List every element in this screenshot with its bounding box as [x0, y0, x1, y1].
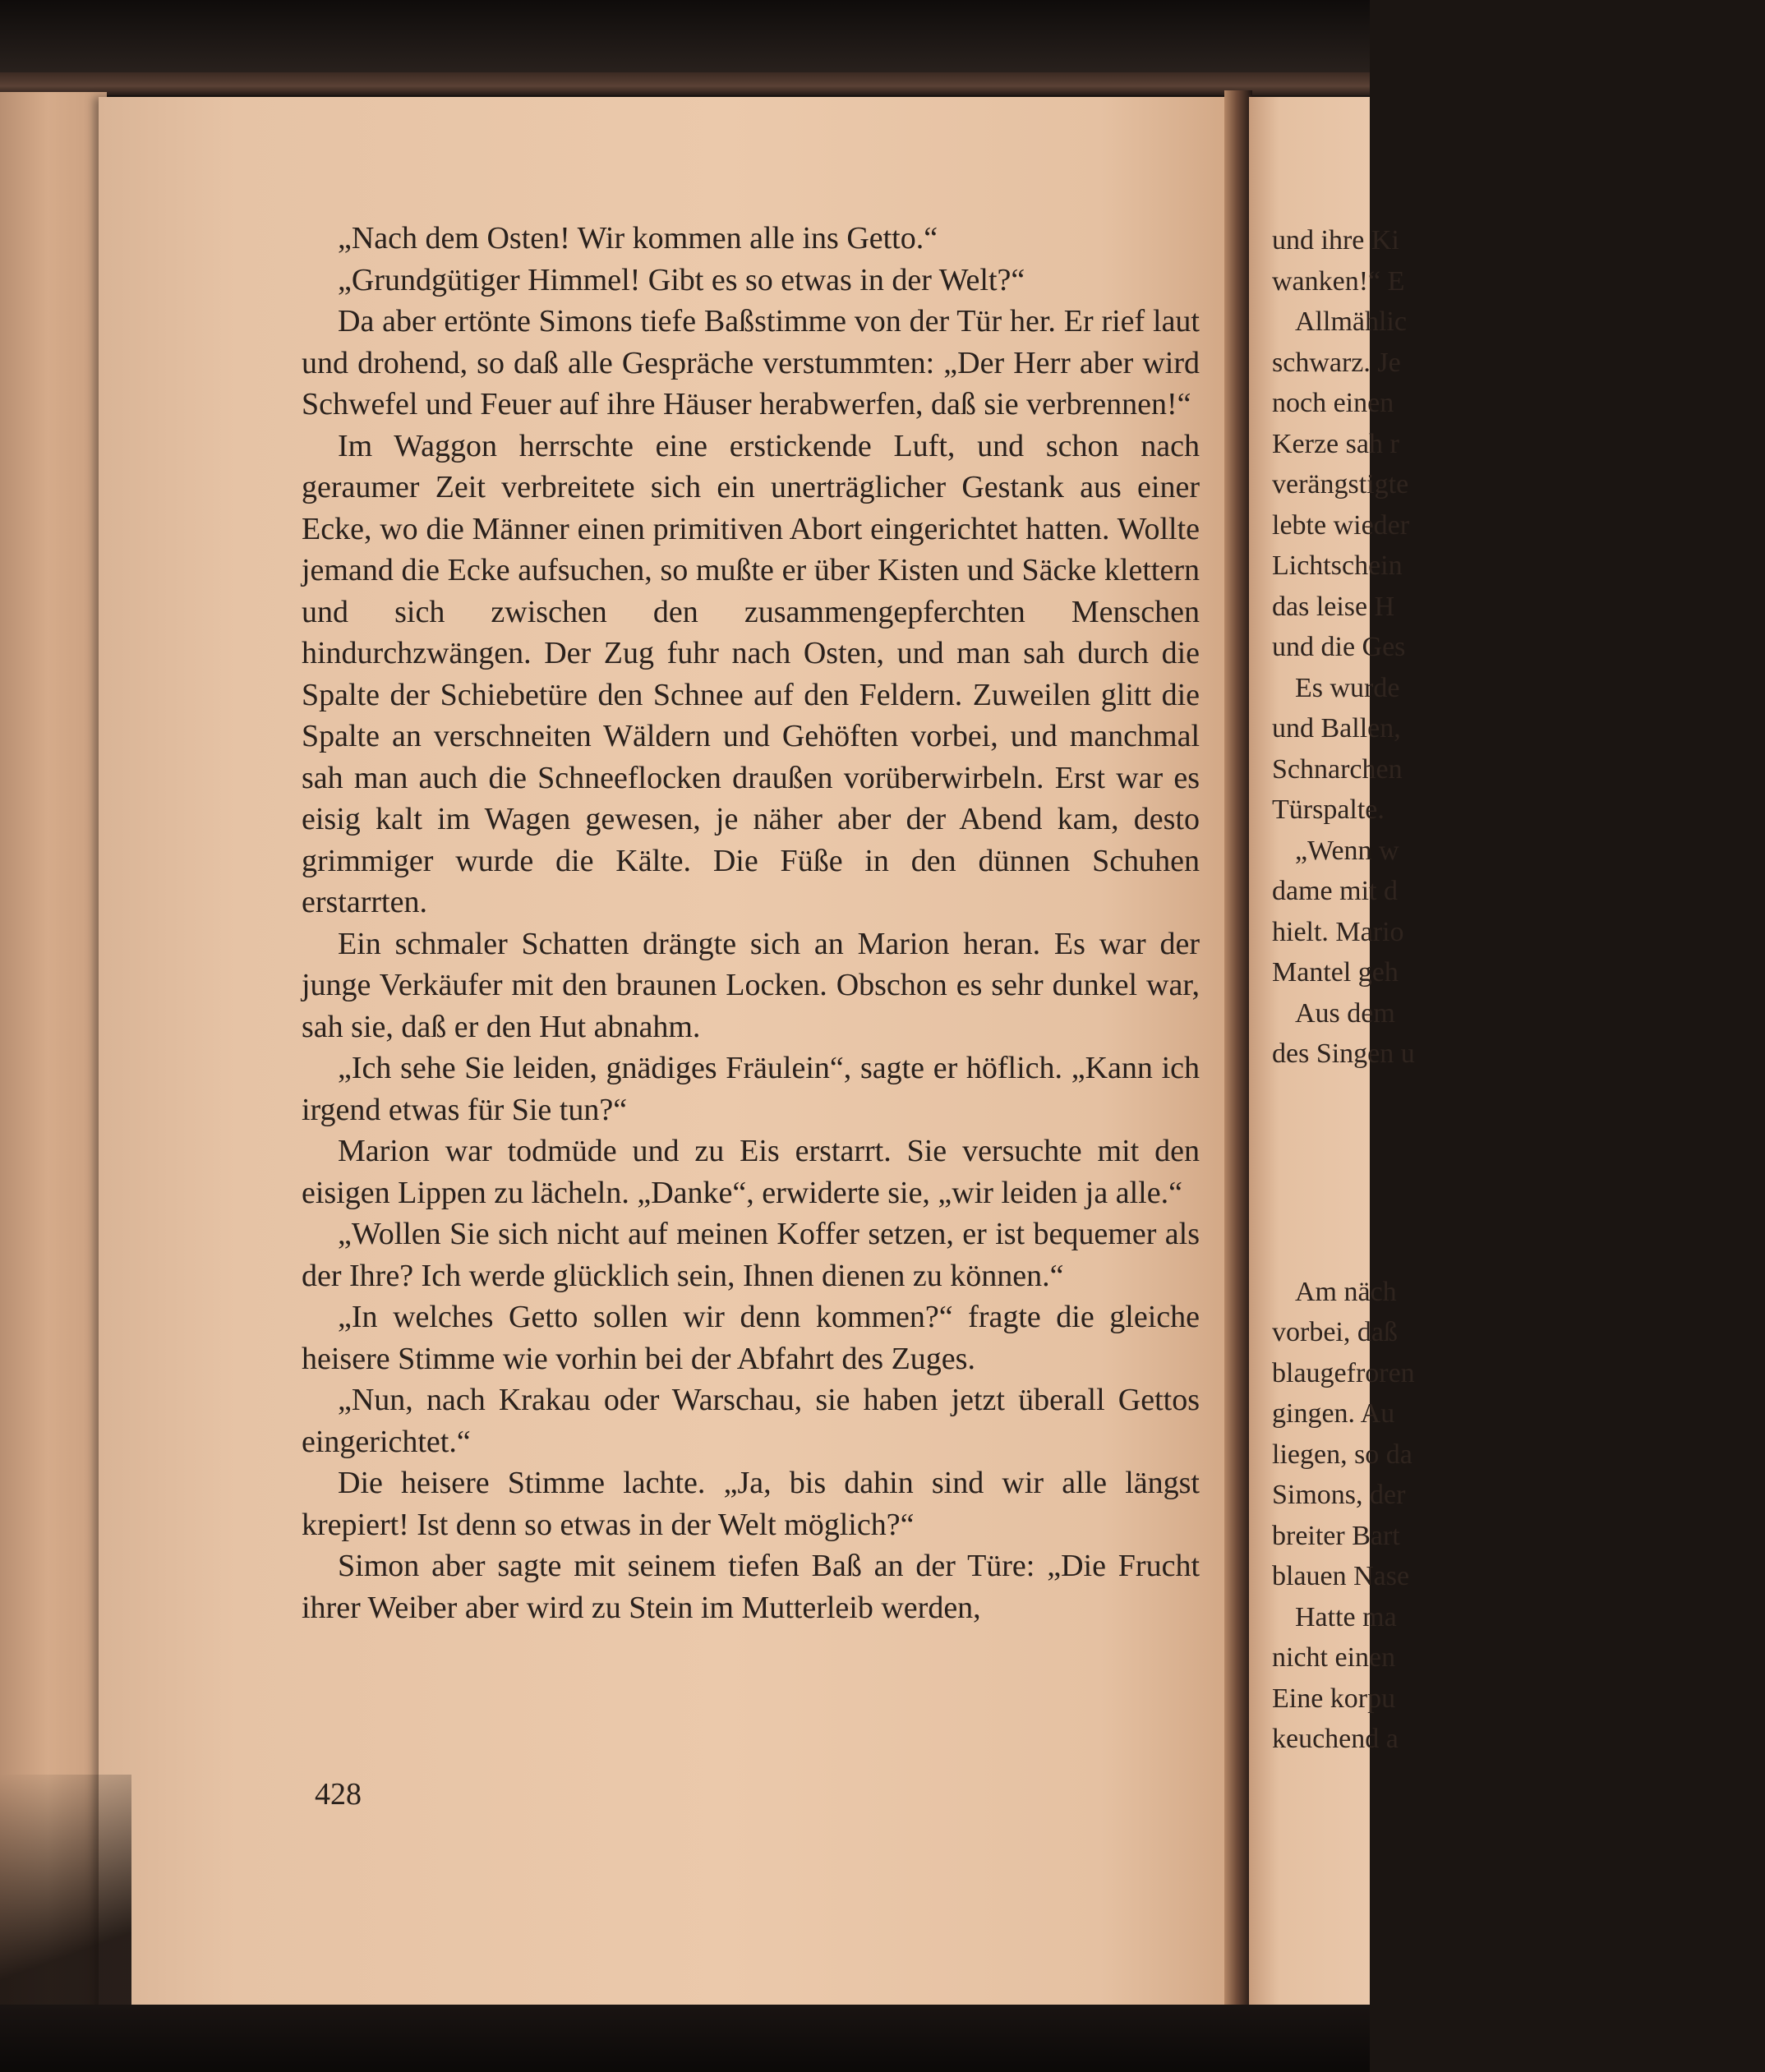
right-line: Aus dem: [1295, 997, 1395, 1029]
right-line: Hatte ma: [1295, 1601, 1397, 1632]
right-line: Eine korpu: [1272, 1683, 1396, 1714]
paragraph: Ein schmaler Schatten drängte sich an Marion heran. Es war der junge Verkäufer mit den braunen Locken. Obschon es sehr dunkel war, sah sie, daß er den Hut abnahm.: [302, 926, 1200, 1044]
right-line: schwarz. Je: [1272, 347, 1401, 378]
paragraph: Simon aber sagte mit seinem tiefen Baß an der Türe: „Die Frucht ihrer Weiber aber wird zu Stein im Mutterleib werden,: [302, 1549, 1200, 1625]
right-line: vorbei, daß: [1272, 1317, 1398, 1347]
right-page: [1249, 97, 1415, 2019]
right-line: Lichtschein: [1272, 550, 1403, 581]
right-line: und Ballen,: [1272, 713, 1401, 744]
right-line: blaugefroren: [1272, 1357, 1415, 1388]
right-line: Allmählic: [1295, 306, 1407, 337]
page-stack-edge: [0, 92, 107, 2006]
right-line: Mantel geh: [1272, 957, 1399, 988]
background-bottom: [0, 2005, 1370, 2072]
right-line: Kerze sah r: [1272, 428, 1399, 459]
paragraph: „Wollen Sie sich nicht auf meinen Koffer setzen, er ist bequemer als der Ihre? Ich werde glücklich sein, Ihnen dienen zu können.“: [302, 1217, 1200, 1293]
right-line: gingen. Au: [1272, 1398, 1395, 1429]
right-line: wanken!“ E: [1272, 265, 1405, 297]
paragraph: „Ich sehe Sie leiden, gnädiges Fräulein“, sagte er höflich. „Kann ich irgend etwas für Sie tun?“: [302, 1051, 1200, 1127]
shadow-bottom-left: [0, 1775, 131, 2021]
paragraph: „Nach dem Osten! Wir kommen alle ins Getto.“: [338, 221, 938, 256]
book-top-edge: [0, 72, 1370, 95]
right-line: liegen, so da: [1272, 1439, 1412, 1470]
right-page-text: [1272, 220, 1765, 1760]
right-line: Simons, der: [1272, 1480, 1406, 1510]
page-number: 428: [315, 1777, 362, 1812]
paragraph: Marion war todmüde und zu Eis erstarrt. Sie versuchte mit den eisigen Lippen zu lächeln. „Danke“, erwiderte sie, „wir leiden ja alle.“: [302, 1134, 1200, 1210]
page-body-text: [302, 218, 1200, 1628]
right-line: Türspalte.: [1272, 794, 1385, 825]
right-line: hielt. Mario: [1272, 916, 1404, 947]
right-line: dame mit d: [1272, 876, 1398, 906]
book-gutter: [1224, 90, 1252, 2017]
paragraph: „Nun, nach Krakau oder Warschau, sie haben jetzt überall Gettos eingerichtet.“: [302, 1383, 1200, 1459]
right-line: Schnarchen: [1272, 753, 1403, 785]
paragraph: Im Waggon herrschte eine erstickende Luft, und schon nach geraumer Zeit verbreitete sich ein unerträglicher Gestank aus einer Ecke, wo die Männer einen primitiven Abort eingerichtet hatten. Wollte jemand die Ecke aufsuchen, so mußte er über Kisten und Säcke klettern und sich zwischen den zusammengepferchten Menschen hindurchzwängen. Der Zug fuhr nach Osten, und man sah durch die Spalte der Schiebetüre den Schnee auf den Feldern. Zuweilen glitt die Spalte an verschneiten Wäldern und Gehöften vorbei, und manchmal sah man auch die Schneeflocken draußen vorüberwirbeln. Erst war es eisig kalt im Wagen gewesen, je näher aber der Abend kam, desto grimmiger wurde die Kälte. Die Füße in den dünnen Schuhen erstarrten.: [302, 428, 1200, 919]
right-line: und die Ges: [1272, 632, 1406, 662]
paragraph: Die heisere Stimme lachte. „Ja, bis dahin sind wir alle längst krepiert! Ist denn so etwas in der Welt möglich?“: [302, 1466, 1200, 1542]
section-gap: [1272, 1075, 1765, 1272]
right-line: des Singen u: [1272, 1038, 1415, 1069]
paragraph: „In welches Getto sollen wir denn kommen?“ fragte die gleiche heisere Stimme wie vorhin bei der Abfahrt des Zuges.: [302, 1300, 1200, 1376]
right-line: das leise H: [1272, 591, 1395, 622]
right-line: „Wenn w: [1295, 835, 1399, 866]
right-line: breiter Bart: [1272, 1520, 1400, 1551]
right-line: lebte wieder: [1272, 509, 1410, 541]
right-line: nicht einen: [1272, 1642, 1396, 1673]
right-line: noch einen: [1272, 388, 1394, 418]
right-line: keuchend a: [1272, 1724, 1399, 1754]
right-line: blauen Nase: [1272, 1561, 1410, 1591]
paragraph: „Grundgütiger Himmel! Gibt es so etwas in der Welt?“: [338, 262, 1025, 297]
background-top: [0, 0, 1370, 78]
paragraph: Da aber ertönte Simons tiefe Baßstimme von der Tür her. Er rief laut und drohend, so daß alle Gespräche verstummten: „Der Herr aber wird Schwefel und Feuer auf ihre Häuser herabwerfen, daß sie verbrennen!“: [302, 304, 1200, 421]
right-line: verängstigte: [1272, 469, 1409, 500]
right-line: Am näch: [1295, 1276, 1397, 1307]
right-line: Es wurde: [1295, 672, 1400, 703]
right-line: und ihre Ki: [1272, 225, 1399, 256]
